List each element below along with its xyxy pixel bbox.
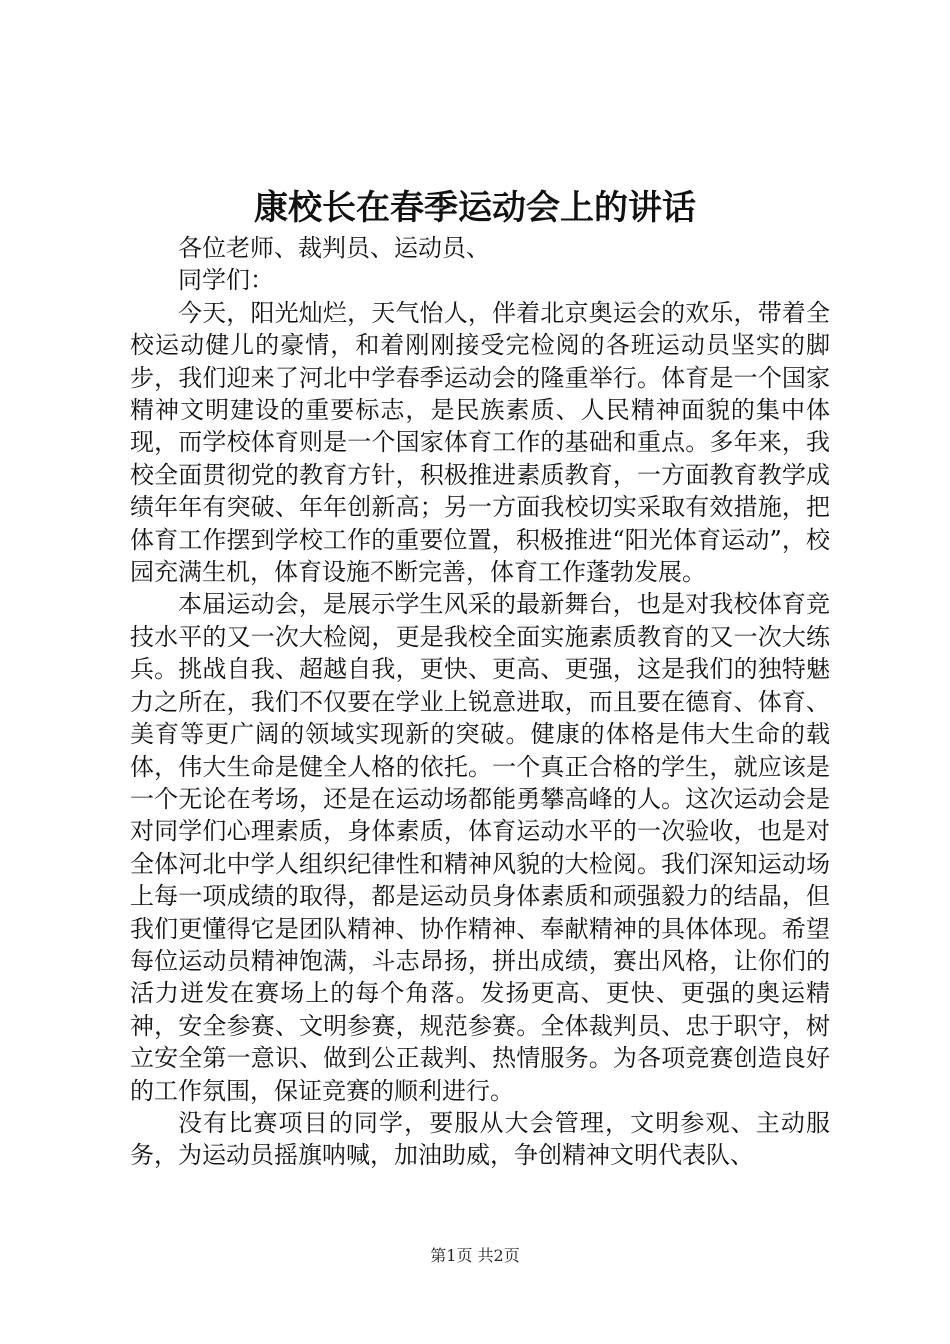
body-paragraph: 没有比赛项目的同学，要服从大会管理，文明参观、主动服务，为运动员摇旗呐喊，加油助威，争创精神文明代表队、 [130,1108,830,1170]
salutation-line: 同学们： [178,266,274,295]
document-body [130,232,830,1172]
salutation-line: 各位老师、裁判员、运动员、 [178,234,490,262]
document-title: 康校长在春季运动会上的讲话 [254,188,696,228]
body-paragraph: 本届运动会，是展示学生风采的最新舞台，也是对我校体育竞技水平的又一次大检阅，更是我校全面实施素质教育的又一次大练兵。挑战自我、超越自我，更快、更高、更强，这是我们的独特魅力之所在，我们不仅要在学业上锐意进取，而且要在德育、体育、美育等更广阔的领域实现新的突破。健康的体格是伟大生命的载体，伟大生命是健全人格的依托。一个真正合格的学生，就应该是一个无论在考场，还是在运动场都能勇攀高峰的人。这次运动会是对同学们心理素质，身体素质，体育运动水平的一次验收，也是对全体河北中学人组织纪律性和精神风貌的大检阅。我们深知运动场上每一项成绩的取得，都是运动员身体素质和顽强毅力的结晶，但我们更懂得它是团队精神、协作精神、奉献精神的具体体现。希望每位运动员精神饱满，斗志昂扬，拼出成绩，赛出风格，让你们的活力迸发在赛场上的每个角落。发扬更高、更快、更强的奥运精神，安全参赛、文明参赛，规范参赛。全体裁判员、忠于职守，树立安全第一意识、做到公正裁判、热情服务。为各项竞赛创造良好的工作氛围，保证竞赛的顺利进行。 [130,590,830,1105]
body-paragraph: 今天，阳光灿烂，天气怡人，伴着北京奥运会的欢乐，带着全校运动健儿的豪情，和着刚刚接受完检阅的各班运动员坚实的脚步，我们迎来了河北中学春季运动会的隆重举行。体育是一个国家精神文明建设的重要标志，是民族素质、人民精神面貌的集中体现，而学校体育则是一个国家体育工作的基础和重点。多年来，我校全面贯彻党的教育方针，积极推进素质教育，一方面教育教学成绩年年有突破、年年创新高；另一方面我校切实采取有效措施，把体育工作摆到学校工作的重要位置，积极推进“阳光体育运动”，校园充满生机，体育设施不断完善，体育工作蓬勃发展。 [130,298,830,587]
page-footer: 第1页 共2页 [430,1246,520,1265]
